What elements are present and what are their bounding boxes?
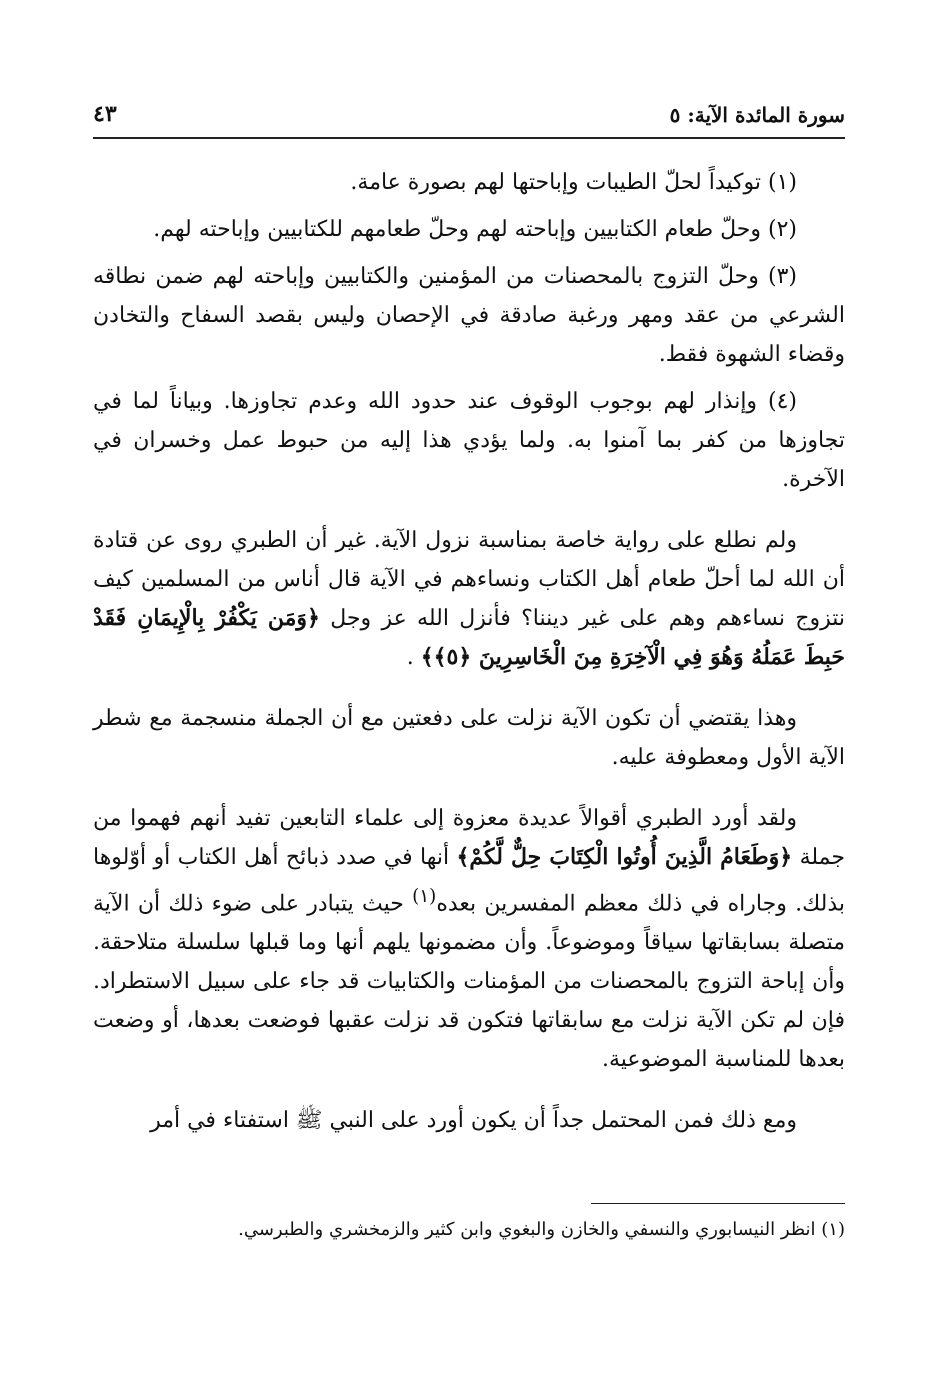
page-number: ٤٣ [93,101,117,127]
running-title: سورة المائدة الآية: ٥ [669,103,845,127]
page-body [93,163,845,1140]
quran-verse: ﴿وَمَن يَكْفُرْ بِالْإِيمَانِ فَقَدْ حَبِطَ عَمَلُهُ وَهُوَ فِي الْآخِرَةِ مِنَ الْخَاسِرِينَ ﴿٥﴾﴾ [93,605,845,670]
footnote: (١) انظر النيسابوري والنسفي والخازن والبغوي وابن كثير والزمخشري والطبرسي. [238,1219,845,1240]
numbered-paragraph-2: (٢) وحلّ طعام الكتابيين وإباحته لهم وحلّ طعامهم للكتابيين وإباحته لهم. [153,217,797,242]
paragraph-inference: وهذا يقتضي أن تكون الآية نزلت على دفعتين مع أن الجملة منسجمة مع شطر الآية الأول ومعطوفة عليه. [93,706,845,770]
footnote-divider [591,1203,845,1204]
paragraph-text: أنها في صدد ذبائح أهل الكتاب أو أوّلوها بذلك. وجاراه في ذلك معظم المفسرين بعده [93,845,845,917]
numbered-paragraph-4: (٤) وإنذار لهم بوجوب الوقوف عند حدود الله وعدم تجاوزها. وبياناً لما في تجاوزها من كفر بما آمنوا به. ولما يؤدي هذا إليه من حبوط عمل وخسران في الآخرة. [93,389,845,492]
paragraph-text: ولم نطلع على رواية خاصة بمناسبة نزول الآية. غير أن الطبري روى عن قتادة أن الله لما أحلّ طعام أهل الكتاب ونساءهم في الآية قال أناس من المسلمين كيف نتزوج نساءهم وهم على غير ديننا؟ فأنزل الله عز وجل [93,528,845,631]
book-page [93,95,845,1295]
paragraph-tabiin [93,799,845,1079]
numbered-paragraph-1: (١) توكيداً لحلّ الطيبات وإباحتها لهم بصورة عامة. [350,170,797,195]
paragraph-text: حيث يتبادر على ضوء ذلك أن الآية متصلة بسابقاتها سياقاً وموضوعاً. وأن مضمونها يلهم أنها وما قبلها سلسلة متلاحقة. وأن إباحة التزوج بالمحصنات من المؤمنات والكتابيات قد جاء على سبيل الاستطراد. فإن لم تكن الآية نزلت مع سابقاتها فتكون قد نزلت عقبها فوضعت بعدها، أو وضعت بعدها للمناسبة الموضوعية. [93,891,845,1073]
punctuation: . [406,645,414,670]
quran-verse: ﴿وَطَعَامُ الَّذِينَ أُوتُوا الْكِتَابَ حِلٌّ لَّكُمْ﴾ [456,844,793,870]
paragraph-text: ولقد أورد الطبري أقوالاً عديدة معزوة إلى علماء التابعين تفيد أنهم فهموا من جملة [93,806,845,870]
numbered-paragraph-3: (٣) وحلّ التزوج بالمحصنات من المؤمنين والكتابيين وإباحته لهم ضمن نطاقه الشرعي من عقد ومهر ورغبة صادقة في الإحصان وليس بقصد السفاح والتخادن وقضاء الشهوة فقط. [93,264,845,367]
page-header [93,95,845,139]
paragraph-closing: ومع ذلك فمن المحتمل جداً أن يكون أورد على النبي ﷺ استفتاء في أمر [150,1108,797,1134]
paragraph-revelation [93,521,845,677]
footnote-marker: (١) [412,886,437,907]
